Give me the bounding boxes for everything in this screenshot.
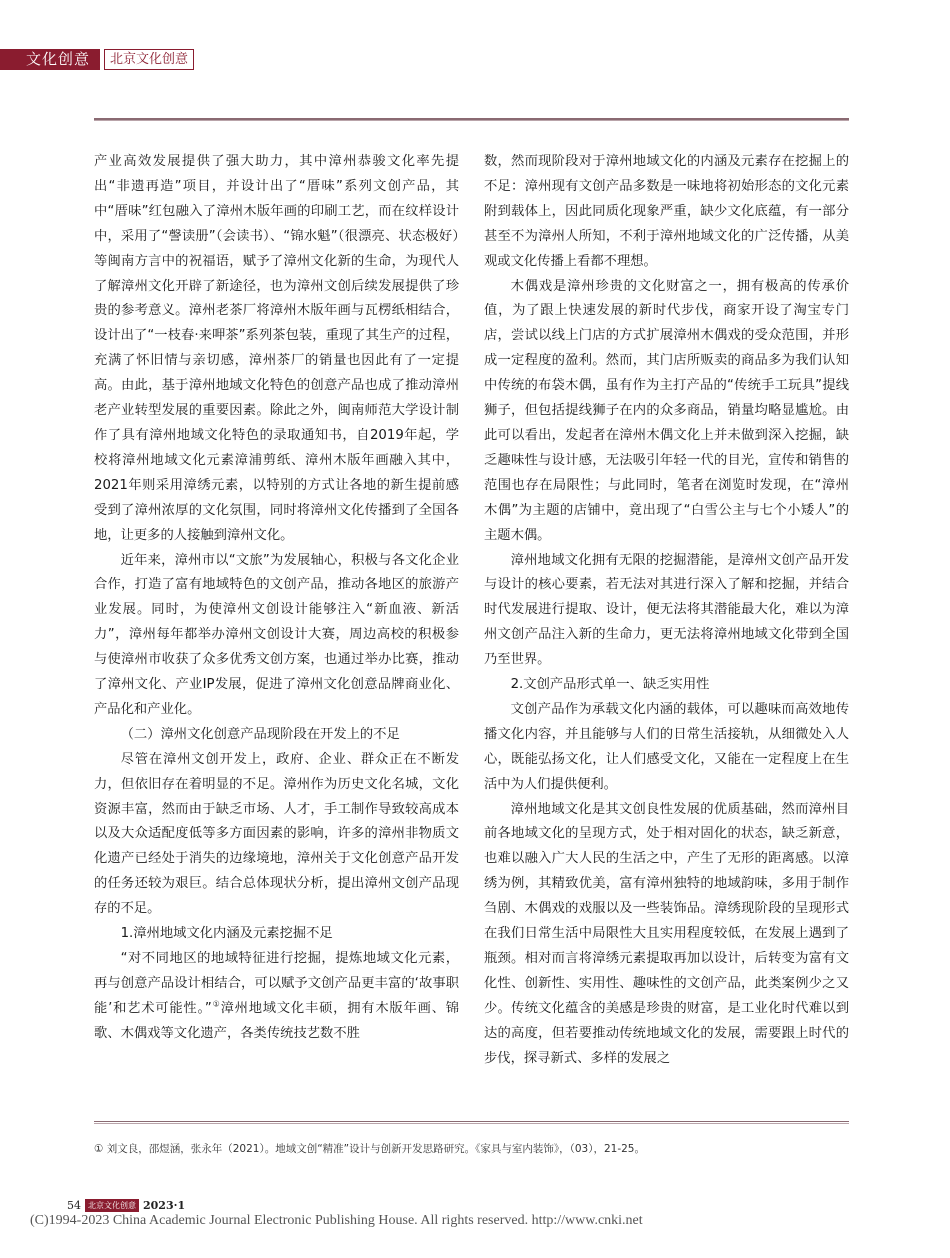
subsection-heading: 2.文创产品形式单一、缺乏实用性 bbox=[510, 677, 710, 693]
paragraph: 数，然而现阶段对于漳州地域文化的内涵及元素存在挖掘上的不足：漳州现有文创产品多数是一味地将初始形态的文化元素附到载体上，因此同质化现象严重，缺少文化底蕴，有一部分甚至不为漳州人所知，不利于漳州地域文化的广泛传播，从美观或文化传播上看都不理想。 bbox=[484, 154, 849, 269]
journal-tag: 北京文化创意 bbox=[104, 49, 194, 70]
page-folio bbox=[67, 1199, 185, 1212]
right-column bbox=[484, 150, 849, 1072]
section-heading: （二）漳州文化创意产品现阶段在开发上的不足 bbox=[120, 726, 400, 742]
paragraph: 产业高效发展提供了强大助力，其中漳州恭骏文化率先提出“非遗再造”项目，并设计出了“厝味”系列文创产品，其中“厝味”红包融入了漳州木版年画的印刷工艺，而在纹样设计中，采用了“謦读册”（会读书）、“锦水魁”（很漂亮、状态极好）等闽南方言中的祝福语，赋予了漳州文化新的生命，为现代人了解漳州文化开辟了新途径，也为漳州文创后续发展提供了珍贵的参考意义。漳州老茶厂将漳州木版年画与瓦楞纸相结合，设计出了“一枝春·来呷茶”系列茶包装，重现了其生产的过程，充满了怀旧情与亲切感，漳州茶厂的销量也因此有了一定提高。由此，基于漳州地域文化特色的创意产品也成了推动漳州老产业转型发展的重要因素。除此之外，闽南师范大学设计制作了具有漳州地域文化特色的录取通知书，自2019年起，学校将漳州地域文化元素漳浦剪纸、漳州木版年画融入其中，2021年则采用漳绣元素，以特别的方式让各地的新生提前感受到了漳州浓厚的文化氛围，同时将漳州文化传播到了全国各地，让更多的人接触到漳州文化。 bbox=[94, 154, 459, 543]
page-number: 54 bbox=[67, 1199, 81, 1212]
paragraph: 木偶戏是漳州珍贵的文化财富之一，拥有极高的传承价值，为了跟上快速发展的新时代步伐，商家开设了淘宝专门店，尝试以线上门店的方式扩展漳州木偶戏的受众范围，并形成一定程度的盈利。然而，其门店所贩卖的商品多为我们认知中传统的布袋木偶，虽有作为主打产品的“传统手工玩具”提线狮子，但包括提线狮子在内的众多商品，销量均略显尴尬。由此可以看出，发起者在漳州木偶文化上并未做到深入挖掘，缺乏趣味性与设计感，无法吸引年轻一代的目光，宣传和销售的范围也存在局限性；与此同时，笔者在浏览时发现，在“漳州木偶”为主题的店铺中，竟出现了“白雪公主与七个小矮人”的主题木偶。 bbox=[484, 278, 849, 543]
paragraph: 尽管在漳州文创开发上，政府、企业、群众正在不断发力，但依旧存在着明显的不足。漳州作为历史文化名城，文化资源丰富，然而由于缺乏市场、人才，手工制作导致较高成本以及大众适配度低等多方面因素的影响，许多的漳州非物质文化遗产已经处于消失的边缘境地，漳州关于文化创意产品开发的任务还较为艰巨。结合总体现状分析，提出漳州文创产品现存的不足。 bbox=[94, 751, 459, 917]
footnote: ① 刘文良，邵煜涵，张永年（2021）。地域文创“精准”设计与创新开发思路研究。《家具与室内装饰》，（03），21-25。 bbox=[94, 1143, 645, 1155]
issue-number: 2023·1 bbox=[143, 1199, 186, 1212]
paragraph: 漳州地域文化拥有无限的挖掘潜能，是漳州文创产品开发与设计的核心要素，若无法对其进行深入了解和挖掘，并结合时代发展进行提取、设计，便无法将其潜能最大化，难以为漳州文创产品注入新的生命力，更无法将漳州地域文化带到全国乃至世界。 bbox=[484, 552, 849, 668]
running-header bbox=[0, 49, 206, 70]
left-column bbox=[94, 150, 459, 1047]
paragraph-with-citation bbox=[94, 947, 459, 1047]
paragraph: 文创产品作为承载文化内涵的载体，可以趣味而高效地传播文化内容，并且能够与人们的日常生活接轨，从细微处入人心，既能弘扬文化，让人们感受文化，又能在一定程度上在生活中为人们提供便利。 bbox=[484, 701, 849, 792]
paragraph: 漳州地域文化是其文创良性发展的优质基础，然而漳州目前各地域文化的呈现方式，处于相对固化的状态，缺乏新意，也难以融入广大人民的生活之中，产生了无形的距离感。以漳绣为例，其精致优美，富有漳州独特的地域韵味，多用于制作刍剧、木偶戏的戏服以及一些装饰品。漳绣现阶段的呈现形式在我们日常生活中局限性大且实用程度较低，在发展上遇到了瓶颈。相对而言将漳绣元素提取再加以设计，后转变为富有文化性、创新性、实用性、趣味性的文创产品，此类案例少之又少。传统文化蕴含的美感是珍贵的财富，是工业化时代难以到达的高度，但若要推动传统地域文化的发展，需要跟上时代的步伐，探寻新式、多样的发展之 bbox=[484, 801, 849, 1066]
paragraph-text: 漳州地域文化丰硕，拥有木版年画、锦歌、木偶戏等文化遗产，各类传统技艺数不胜 bbox=[94, 1000, 460, 1041]
subsection-heading: 1.漳州地域文化内涵及元素挖掘不足 bbox=[120, 926, 333, 942]
journal-mark: 北京文化创意 bbox=[85, 1199, 139, 1212]
footnote-marker[interactable]: ① bbox=[211, 999, 221, 1009]
copyright-line: (C)1994-2023 China Academic Journal Electronic Publishing House. All rights reserved. http://www.cnki.net bbox=[30, 1213, 643, 1228]
header-rule bbox=[94, 118, 849, 121]
citation-quote: “对不同地区的地域特征进行挖掘，提炼地域文化元素，再与创意产品设计相结合，可以赋予文创产品更丰富的‘故事职能’和艺术可能性。” bbox=[94, 951, 459, 1016]
section-tag: 文化创意 bbox=[0, 49, 100, 70]
footnote-rule bbox=[94, 1121, 849, 1124]
paragraph: 近年来，漳州市以“文旅”为发展轴心，积极与各文化企业合作，打造了富有地域特色的文创产品，推动各地区的旅游产业发展。同时，为使漳州文创设计能够注入“新血液、新活力”，漳州每年都举办漳州文创设计大赛，周边高校的积极参与使漳州市收获了众多优秀文创方案，也通过举办比赛，推动了漳州文化、产业IP发展，促进了漳州文化创意品牌商业化、产品化和产业化。 bbox=[94, 552, 459, 717]
